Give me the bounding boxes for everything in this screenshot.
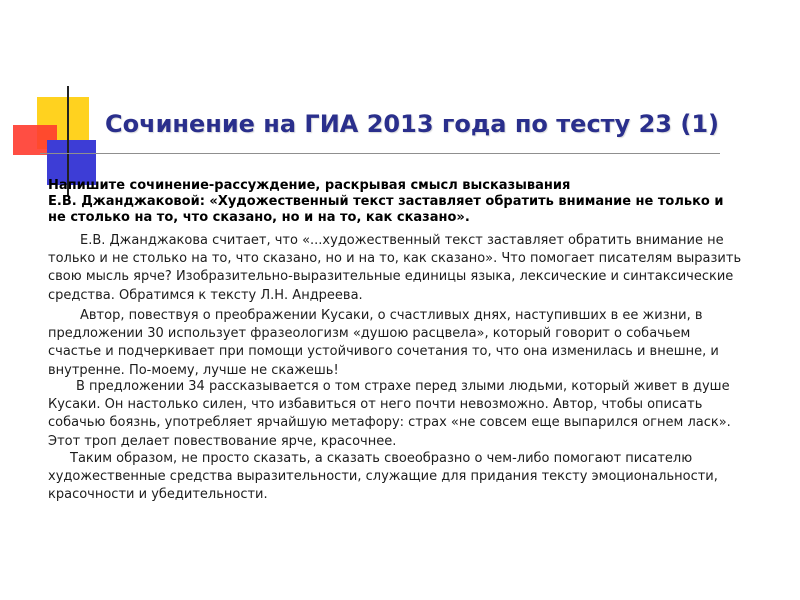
title-underline [40, 153, 720, 154]
paragraph-line: Таким образом, не просто сказать, а сказать своеобразно о чем-либо помогают писателю [70, 451, 693, 466]
essay-paragraph-2 [48, 307, 788, 380]
paragraph-line: только и не столько на то, что сказано, но и на то, как сказано». Что помогает писателям выразить [48, 251, 742, 267]
paragraph-line: собачью боязнь, употребляет ярчайшую метафору: страх «не совсем еще выпарился огнем ласк». [48, 415, 731, 431]
paragraph-line: предложении 30 использует фразеологизм «душою расцвела», который говорит о собачьем [48, 326, 691, 342]
paragraph-line: внутренне. По-моему, лучше не скажешь! [48, 362, 339, 378]
paragraph-line: счастье и подчеркивает при помощи устойчивого сочетания то, что она изменилась и внешне, и [48, 344, 719, 360]
essay-paragraph-1 [48, 232, 788, 305]
paragraph-line: художественные средства выразительности, служащие для придания тексту эмоциональности, [48, 469, 718, 485]
paragraph-line: свою мысль ярче? Изобразительно-выразительные единицы языка, лексические и синтаксические [48, 269, 734, 285]
paragraph-line: Этот троп делает повествование ярче, красочнее. [48, 433, 397, 449]
essay-paragraph-4 [48, 450, 788, 505]
slide-title: Сочинение на ГИА 2013 года по тесту 23 (1) [105, 110, 719, 138]
prompt-line: не столько на то, что сказано, но и на то, как сказано». [48, 210, 470, 225]
prompt-line: Е.В. Джанджаковой: «Художественный текст заставляет обратить внимание не только и [48, 194, 724, 209]
essay-paragraph-3 [48, 378, 788, 451]
paragraph-line: Автор, повествуя о преображении Кусаки, о счастливых днях, наступивших в ее жизни, в [80, 308, 703, 323]
paragraph-line: Е.В. Джанджакова считает, что «...художественный текст заставляет обратить внимание не [80, 233, 724, 248]
prompt-line: Напишите сочинение-рассуждение, раскрывая смысл высказывания [48, 178, 571, 193]
paragraph-line: средства. Обратимся к тексту Л.Н. Андреева. [48, 287, 363, 303]
essay-prompt [48, 178, 788, 226]
paragraph-line: Кусаки. Он настолько силен, что избавиться от него почти невозможно. Автор, чтобы описать [48, 397, 703, 413]
paragraph-line: В предложении 34 рассказывается о том страхе перед злыми людьми, который живет в душе [76, 379, 730, 394]
paragraph-line: красочности и убедительности. [48, 487, 268, 503]
